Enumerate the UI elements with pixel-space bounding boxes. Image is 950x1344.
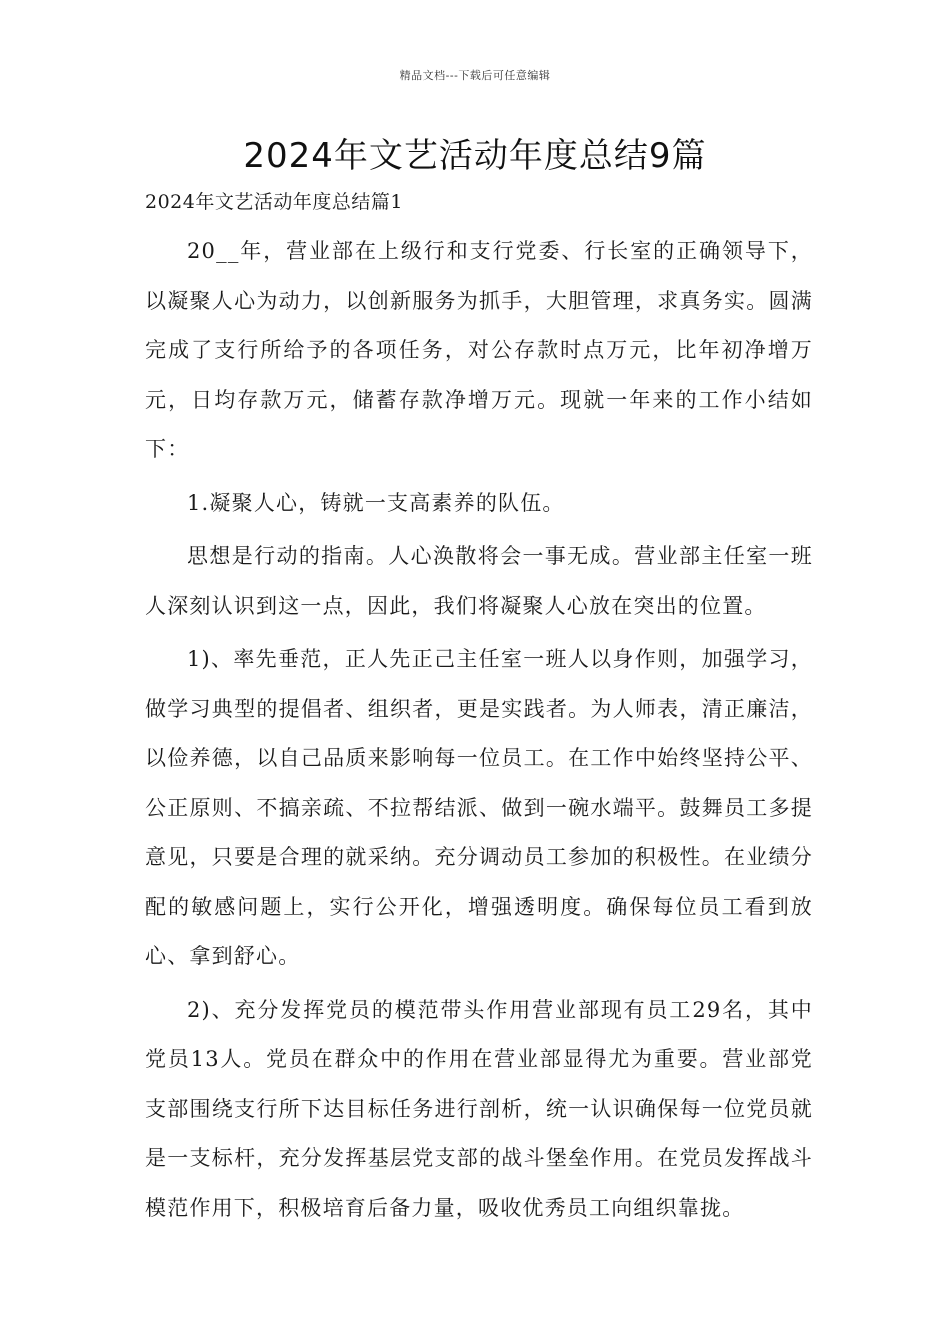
document-title: 2024年文艺活动年度总结9篇	[243, 136, 707, 176]
header-note: 精品文档---下载后可任意编辑	[399, 69, 551, 82]
paragraph: 1.凝聚人心，铸就一支高素养的队伍。	[187, 490, 565, 515]
section-title: 2024年文艺活动年度总结篇1	[145, 191, 403, 213]
document-body	[145, 227, 813, 1233]
paragraph: 1)、率先垂范，正人先正己主任室一班人以身作则，加强学习，做学习典型的提倡者、组织者，更是实践者。为人师表，清正廉洁，以俭养德，以自己品质来影响每一位员工。在工作中始终坚持公平、公正原则、不搞亲疏、不拉帮结派、做到一碗水端平。鼓舞员工多提意见，只要是合理的就采纳。充分调动员工参加的积极性。在业绩分配的敏感问题上，实行公开化，增强透明度。确保每位员工看到放心、拿到舒心。	[145, 647, 813, 968]
paragraph: 2)、充分发挥党员的模范带头作用营业部现有员工29名，其中党员13人。党员在群众中的作用在营业部显得尤为重要。营业部党支部围绕支行所下达目标任务进行剖析，统一认识确保每一位党员就是一支标杆，充分发挥基层党支部的战斗堡垒作用。在党员发挥战斗模范作用下，积极培育后备力量，吸收优秀员工向组织靠拢。	[145, 997, 813, 1220]
paragraph: 思想是行动的指南。人心涣散将会一事无成。营业部主任室一班人深刻认识到这一点，因此，我们将凝聚人心放在突出的位置。	[145, 544, 813, 618]
paragraph: 20__年，营业部在上级行和支行党委、行长室的正确领导下，以凝聚人心为动力，以创新服务为抓手，大胆管理，求真务实。圆满完成了支行所给予的各项任务，对公存款时点万元，比年初净增万元，日均存款万元，储蓄存款净增万元。现就一年来的工作小结如下：	[145, 239, 813, 461]
